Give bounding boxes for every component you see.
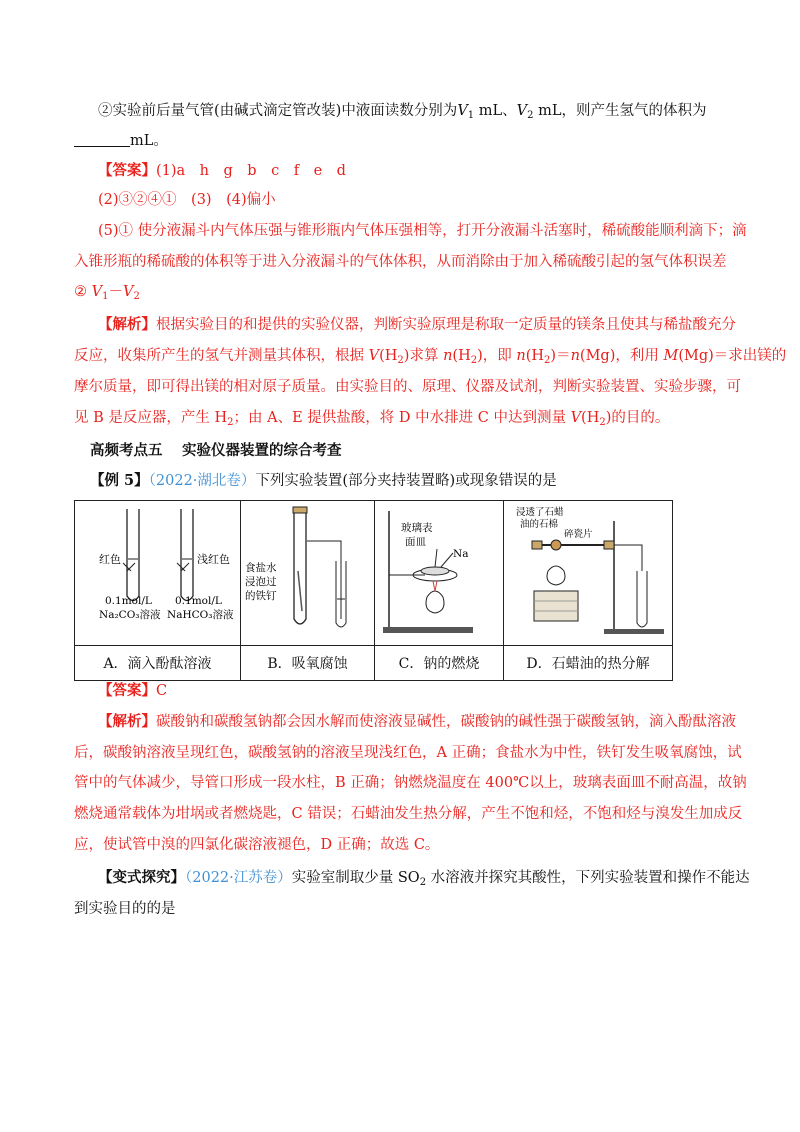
answer-blank <box>74 132 130 147</box>
apparatus-table <box>74 500 673 681</box>
answer-line: (2)③②④① (3) (4)偏小 <box>98 192 276 208</box>
variant-question: 到实验目的的是 <box>74 901 176 917</box>
question-line: ②实验前后量气管(由碱式滴定管改装)中液面读数分别为$V_1$ mL、$V_2$ mL，则产生氢气的体积为 <box>98 103 707 121</box>
answer-line: 【答案】(1)a h g b c f e d <box>98 162 346 179</box>
variant-question: 【变式探究】（2022·江苏卷）实验室制取少量 $SO_2$ 水溶液并探究其酸性，下列实验装置和操作不能达 <box>98 869 750 888</box>
option-c: C．钠的燃烧 <box>375 646 504 681</box>
option-a: A．滴入酚酞溶液 <box>75 646 241 681</box>
svg-text:油的石棉: 油的石棉 <box>520 519 559 530</box>
analysis-line: 后，碳酸钠溶液呈现红色，碳酸氢钠的溶液呈现浅红色，A 正确；食盐水为中性，铁钉发生吸氧腐蚀，试 <box>74 745 742 761</box>
question-line-blank: mL。 <box>74 130 168 152</box>
analysis-line: 摩尔质量，即可得出镁的相对原子质量。由实验目的、原理、仪器及试剂，判断实验装置、实验步骤，可 <box>74 379 741 395</box>
rusting-drawing <box>241 501 374 641</box>
svg-text:NaHCO₃溶液: NaHCO₃溶液 <box>167 609 234 621</box>
answer-line: ② $V_1-V_2$ <box>74 284 140 302</box>
svg-text:Na: Na <box>453 548 469 560</box>
analysis-line: 【解析】根据实验目的和提供的实验仪器，判断实验原理是称取一定质量的镁条且使其与稀盐酸充分 <box>98 316 736 333</box>
answer-line: (5)① 使分液漏斗内气体压强与锥形瓶内气体压强相等，打开分液漏斗活塞时，稀硫酸能顺利滴下；滴 <box>98 223 747 239</box>
svg-text:浅红色: 浅红色 <box>197 553 230 566</box>
analysis-line: 见 B 是反应器，产生 $H_2$；由 A、E 提供盐酸，将 D 中水排进 C 中达到测量 $V(H_2)$的目的。 <box>74 410 670 428</box>
sodium-burning-drawing <box>375 501 503 641</box>
option-d: D．石蜡油的热分解 <box>504 646 673 681</box>
svg-text:玻璃表: 玻璃表 <box>401 522 433 534</box>
svg-text:的铁钉: 的铁钉 <box>245 590 277 602</box>
svg-text:0.1mol/L: 0.1mol/L <box>105 595 152 607</box>
example-question: 【例 5】（2022·湖北卷）下列实验装置(部分夹持装置略)或现象错误的是 <box>90 472 557 489</box>
figure-c <box>375 501 504 646</box>
svg-text:面皿: 面皿 <box>405 536 426 548</box>
analysis-line: 管中的气体减少，导管口形成一段水柱，B 正确；钠燃烧温度在 400℃以上，玻璃表面皿不耐高温，故钠 <box>74 775 747 791</box>
svg-text:碎瓷片: 碎瓷片 <box>564 529 593 540</box>
paraffin-decomposition-drawing <box>504 501 672 641</box>
section-title: 高频考点五 实验仪器装置的综合考查 <box>90 442 342 459</box>
answer-line: 【答案】C <box>98 682 168 699</box>
analysis-line: 应，使试管中溴的四氯化碳溶液褪色，D 正确；故选 C。 <box>74 837 440 853</box>
svg-text:Na₂CO₃溶液: Na₂CO₃溶液 <box>99 609 161 621</box>
svg-text:食盐水: 食盐水 <box>245 562 277 574</box>
analysis-line: 反应，收集所产生的氢气并测量其体积，根据 $V(H_2)$求算 $n(H_2)$，即 $n(H_2)=n(Mg)$，利用 M(Mg)＝求出镁的 <box>74 348 787 366</box>
figure-a <box>75 501 241 646</box>
svg-text:浸泡过: 浸泡过 <box>245 576 277 588</box>
svg-text:0.1mol/L: 0.1mol/L <box>175 595 222 607</box>
test-tubes-drawing <box>75 501 240 641</box>
option-b: B．吸氧腐蚀 <box>241 646 375 681</box>
analysis-line: 燃烧通常载体为坩埚或者燃烧匙，C 错误；石蜡油发生热分解，产生不饱和烃，不饱和烃与溴发生加成反 <box>74 806 743 822</box>
figure-d <box>504 501 673 646</box>
figure-b <box>241 501 375 646</box>
svg-text:浸透了石蜡: 浸透了石蜡 <box>516 507 564 518</box>
answer-line: 入锥形瓶的稀硫酸的体积等于进入分液漏斗的气体体积，从而消除由于加入稀硫酸引起的氢气体积误差 <box>74 254 727 270</box>
svg-text:红色: 红色 <box>99 553 121 566</box>
analysis-line: 【解析】碳酸钠和碳酸氢钠都会因水解而使溶液显碱性，碳酸钠的碱性强于碳酸氢钠，滴入酚酞溶液 <box>98 713 736 730</box>
